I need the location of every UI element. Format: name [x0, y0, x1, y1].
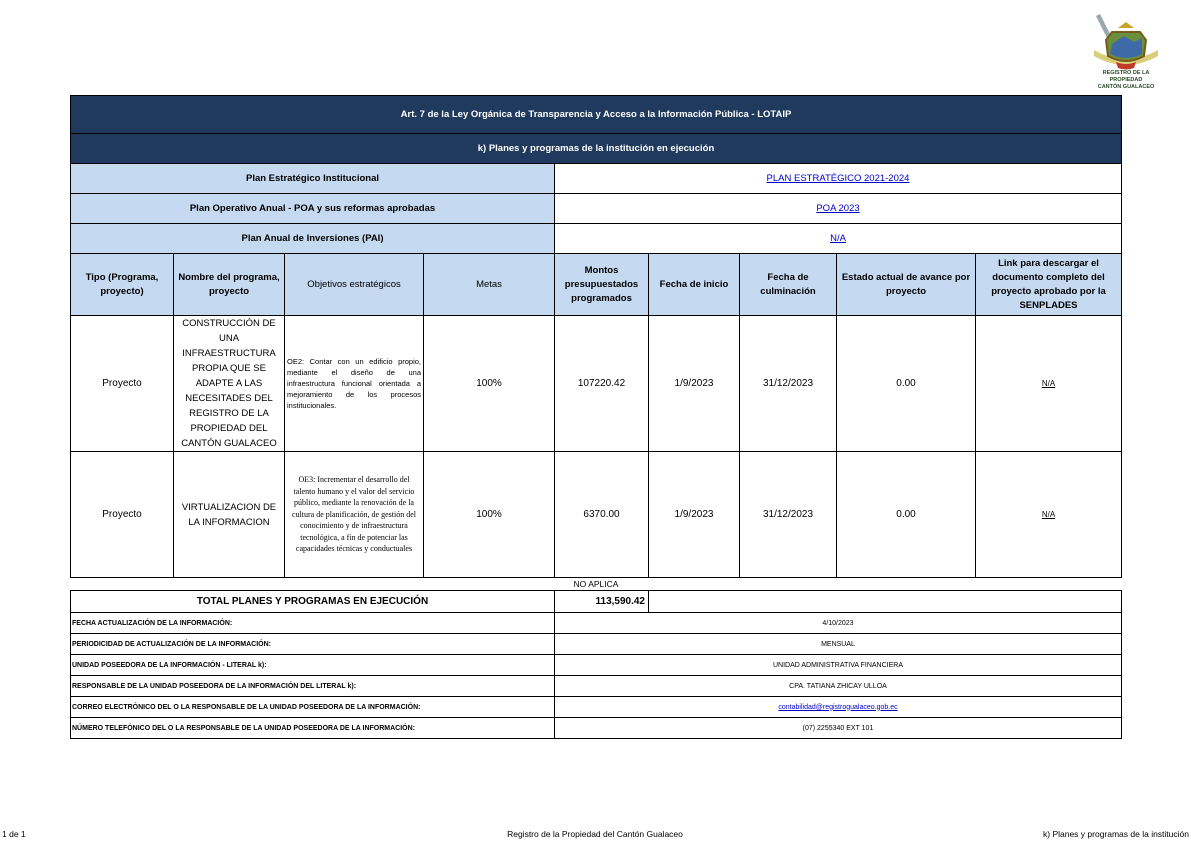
- no-aplica-note: NO APLICA: [573, 579, 619, 589]
- poa-link[interactable]: POA 2023: [816, 203, 860, 214]
- row-meta: 100%: [424, 316, 555, 452]
- lotaip-table: [70, 95, 1122, 739]
- responsable-value: CPA. TATIANA ZHICAY ULLOA: [555, 676, 1122, 697]
- responsable-label: RESPONSABLE DE LA UNIDAD POSEEDORA DE LA INFORMACIÓN DEL LITERAL k):: [71, 676, 555, 697]
- correo-link[interactable]: contabilidad@registrogualaceo.gob.ec: [778, 703, 898, 711]
- periodicidad-label: PERIODICIDAD DE ACTUALIZACIÓN DE LA INFORMACIÓN:: [71, 634, 555, 655]
- total-value: 113,590.42: [555, 591, 649, 613]
- row-objetivo: OE3: Incrementar el desarrollo del talento humano y el valor del servicio público, mediante la renovación de la cultura de planificación, de gestión del conocimiento y de infraestructura tecnológica, a fin de potenciar las capacidades técnicas y conductuales: [285, 452, 424, 578]
- footer-institution: Registro de la Propiedad del Cantón Gualaceo: [507, 829, 683, 839]
- unidad-value: UNIDAD ADMINISTRATIVA FINANCIERA: [555, 655, 1122, 676]
- column-header-objetivos: Objetivos estratégicos: [285, 254, 424, 316]
- unidad-label: UNIDAD POSEEDORA DE LA INFORMACIÓN - LITERAL k):: [71, 655, 555, 676]
- column-header-montos: Montos presupuestados programados: [555, 254, 649, 316]
- section-subtitle: k) Planes y programas de la institución en ejecución: [71, 134, 1122, 164]
- row-tipo: Proyecto: [71, 452, 174, 578]
- column-header-fecha-culminacion: Fecha de culminación: [740, 254, 837, 316]
- total-label: TOTAL PLANES Y PROGRAMAS EN EJECUCIÓN: [71, 591, 555, 613]
- row-nombre: VIRTUALIZACION DE LA INFORMACION: [174, 452, 285, 578]
- row-fecha-inicio: 1/9/2023: [649, 452, 740, 578]
- fecha-label: FECHA ACTUALIZACIÓN DE LA INFORMACIÓN:: [71, 613, 555, 634]
- column-header-tipo: Tipo (Programa, proyecto): [71, 254, 174, 316]
- row-document-link[interactable]: N/A: [1041, 379, 1056, 388]
- fecha-value: 4/10/2023: [555, 613, 1122, 634]
- row-tipo: Proyecto: [71, 316, 174, 452]
- telefono-label: NÚMERO TELEFÓNICO DEL O LA RESPONSABLE DE LA UNIDAD POSEEDORA DE LA INFORMACIÓN:: [71, 718, 555, 739]
- row-fecha-inicio: 1/9/2023: [649, 316, 740, 452]
- row-avance: 0.00: [837, 316, 976, 452]
- row-monto: 6370.00: [555, 452, 649, 578]
- footer-section: k) Planes y programas de la institución: [1043, 829, 1189, 839]
- row-fecha-fin: 31/12/2023: [740, 316, 837, 452]
- column-header-nombre: Nombre del programa, proyecto: [174, 254, 285, 316]
- poa-label: Plan Operativo Anual - POA y sus reformas aprobadas: [71, 194, 555, 224]
- total-blank: [649, 591, 1122, 613]
- table-row: [71, 316, 1122, 452]
- footer-page-number: 1 de 1: [2, 829, 26, 839]
- logo-caption: REGISTRO DE LA PROPIEDAD CANTÓN GUALACEO: [1097, 70, 1155, 90]
- page-title: Art. 7 de la Ley Orgánica de Transparencia y Acceso a la Información Pública - LOTAIP: [71, 96, 1122, 134]
- correo-label: CORREO ELECTRÓNICO DEL O LA RESPONSABLE DE LA UNIDAD POSEEDORA DE LA INFORMACIÓN:: [71, 697, 555, 718]
- row-fecha-fin: 31/12/2023: [740, 452, 837, 578]
- strategic-plan-link[interactable]: PLAN ESTRATÉGICO 2021-2024: [766, 173, 910, 184]
- row-nombre: CONSTRUCCIÓN DE UNA INFRAESTRUCTURA PROPIA QUE SE ADAPTE A LAS NECESITADES DEL REGISTRO DE LA PROPIEDAD DEL CANTÓN GUALACEO: [174, 316, 285, 452]
- pai-link[interactable]: N/A: [830, 233, 846, 244]
- column-header-link: Link para descargar el documento completo del proyecto aprobado por la SENPLADES: [976, 254, 1122, 316]
- table-row: [71, 452, 1122, 578]
- column-header-metas: Metas: [424, 254, 555, 316]
- row-avance: 0.00: [837, 452, 976, 578]
- telefono-value: (07) 2255340 EXT 101: [555, 718, 1122, 739]
- pai-label: Plan Anual de Inversiones (PAI): [71, 224, 555, 254]
- strategic-plan-label: Plan Estratégico Institucional: [71, 164, 555, 194]
- row-meta: 100%: [424, 452, 555, 578]
- row-monto: 107220.42: [555, 316, 649, 452]
- row-document-link[interactable]: N/A: [1041, 510, 1056, 519]
- column-header-fecha-inicio: Fecha de inicio: [649, 254, 740, 316]
- column-header-estado-avance: Estado actual de avance por proyecto: [837, 254, 976, 316]
- row-objetivo: OE2: Contar con un edificio propio, mediante el diseño de una infraestructura funcional orientada a mejoramiento de los procesos institucionales.: [285, 316, 424, 452]
- periodicidad-value: MENSUAL: [555, 634, 1122, 655]
